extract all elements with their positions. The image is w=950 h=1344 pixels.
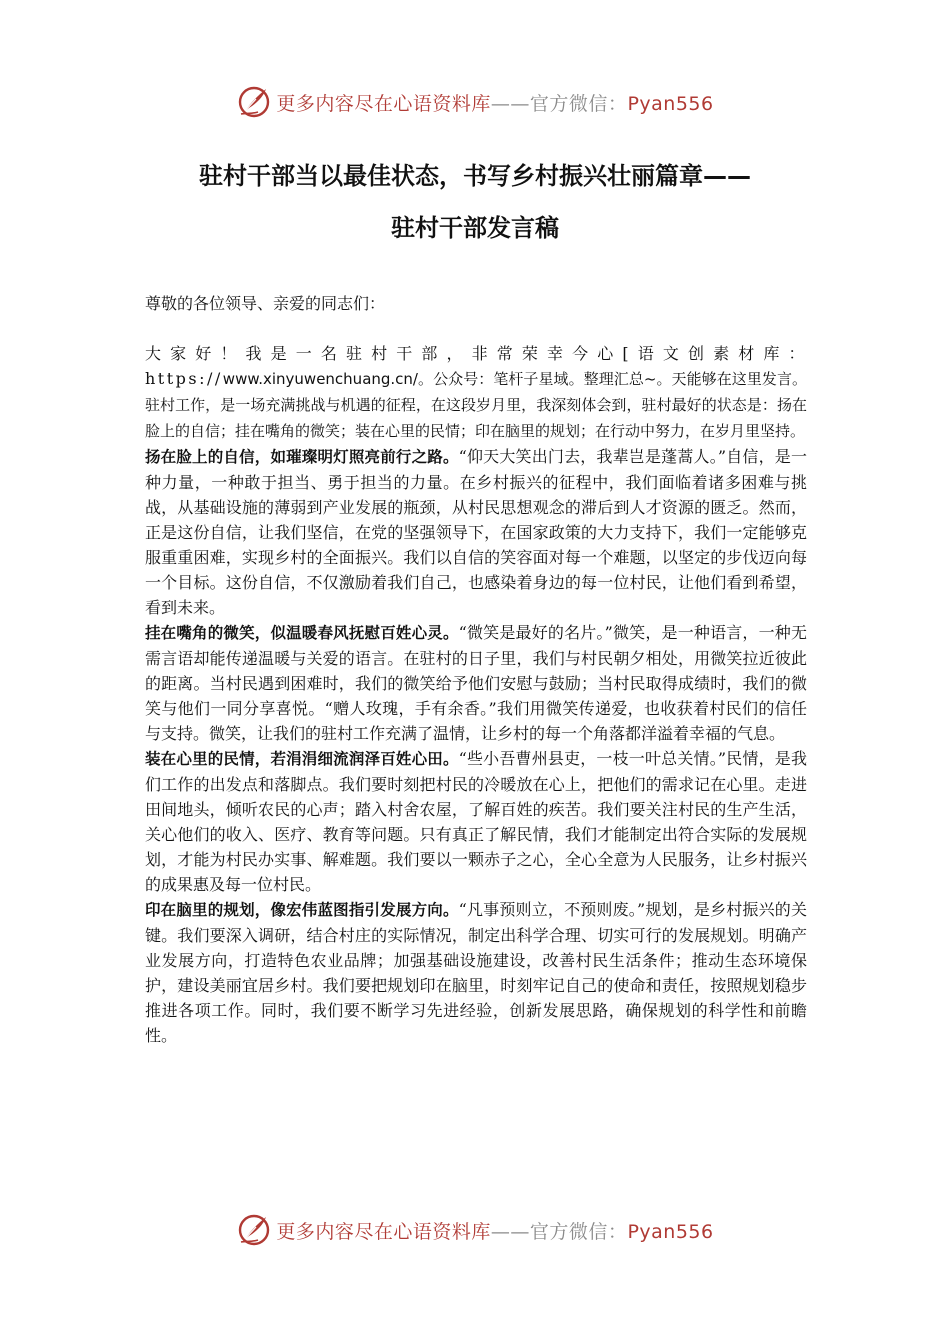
banner-wechat-label: 官方微信： (529, 1220, 628, 1243)
greeting: 尊敬的各位领导、亲爱的同志们： (145, 294, 386, 313)
banner-main-text: 更多内容尽在心语资料库 (276, 92, 491, 115)
title-line-1: 驻村干部当以最佳状态，书写乡村振兴壮丽篇章—— (199, 162, 751, 190)
footer-banner (0, 1208, 950, 1252)
quill-logo-icon (236, 1212, 272, 1248)
banner-text (276, 1217, 713, 1244)
section-paragraph (145, 746, 807, 897)
intro-part-1: 大家好！我是一名驻村干部，非常荣幸今心[语文创素材库：https:// (145, 344, 807, 388)
banner-text (276, 89, 713, 116)
section-lead: 装在心里的民情，若涓涓细流润泽百姓心田。 (145, 750, 459, 768)
banner-wechat-id: Pyan556 (627, 92, 714, 115)
banner-wechat-label: 官方微信： (529, 92, 628, 115)
banner-main-text: 更多内容尽在心语资料库 (276, 1220, 491, 1243)
section-body: “微笑是最好的名片。”微笑，是一种语言，一种无需言语却能传递温暖与关爱的语言。在驻村的日子里，我们与村民朝夕相处，用微笑拉近彼此的距离。当村民遇到困难时，我们的微笑给予他们安慰与鼓励；当村民取得成绩时，我们的微笑与他们一同分享喜悦。“赠人玫瑰，手有余香。”我们用微笑传递爱，也收获着村民们的信任与支持。微笑，让我们的驻村工作充满了温情，让乡村的每一个角落都洋溢着幸福的气息。 (145, 623, 807, 743)
intro-paragraph (145, 341, 807, 444)
quill-logo-icon (236, 84, 272, 120)
section-lead: 扬在脸上的自信，如璀璨明灯照亮前行之路。 (145, 448, 459, 466)
section-paragraph (145, 620, 807, 746)
title-line-2: 驻村干部发言稿 (391, 214, 559, 242)
banner-separator: —— (490, 1220, 530, 1243)
document-body (145, 291, 807, 1048)
section-paragraph (145, 897, 807, 1048)
banner-separator: —— (490, 92, 530, 115)
section-lead: 挂在嘴角的微笑，似温暖春风抚慰百姓心灵。 (145, 624, 459, 642)
document-title (60, 150, 890, 254)
intro-part-2: www.xinyuwenchuang.cn/。公众号：笔杆子星域。整理汇总~。天能够在这里发言。驻村工作，是一场充满挑战与机遇的征程，在这段岁月里，我深刻体会到，驻村最好的状态是：扬在脸上的自信；挂在嘴角的微笑；装在心里的民情；印在脑里的规划；在行动中努力，在岁月里坚持。 (145, 370, 807, 440)
section-body: “仰天大笑出门去，我辈岂是蓬蒿人。”自信，是一种力量，一种敢于担当、勇于担当的力量。在乡村振兴的征程中，我们面临着诸多困难与挑战，从基础设施的薄弱到产业发展的瓶颈，从村民思想观念的滞后到人才资源的匮乏。然而，正是这份自信，让我们坚信，在党的坚强领导下，在国家政策的大力支持下，我们一定能够克服重重困难，实现乡村的全面振兴。我们以自信的笑容面对每一个难题，以坚定的步伐迈向每一个目标。这份自信，不仅激励着我们自己，也感染着身边的每一位村民，让他们看到希望，看到未来。 (145, 447, 807, 617)
section-body: “凡事预则立，不预则废。”规划，是乡村振兴的关键。我们要深入调研，结合村庄的实际情况，制定出科学合理、切实可行的发展规划。明确产业发展方向，打造特色农业品牌；加强基础设施建设，改善村民生活条件；推动生态环境保护，建设美丽宜居乡村。我们要把规划印在脑里，时刻牢记自己的使命和责任，按照规划稳步推进各项工作。同时，我们要不断学习先进经验，创新发展思路，确保规划的科学性和前瞻性。 (145, 900, 807, 1045)
section-paragraph (145, 444, 807, 620)
banner-wechat-id: Pyan556 (627, 1220, 714, 1243)
section-lead: 印在脑里的规划，像宏伟蓝图指引发展方向。 (145, 901, 459, 919)
header-banner (0, 80, 950, 124)
section-body: “些小吾曹州县吏，一枝一叶总关情。”民情，是我们工作的出发点和落脚点。我们要时刻把村民的冷暖放在心上，把他们的需求记在心里。走进田间地头，倾听农民的心声；踏入村舍农屋，了解百姓的疾苦。我们要关注村民的生产生活，关心他们的收入、医疗、教育等问题。只有真正了解民情，我们才能制定出符合实际的发展规划，才能为村民办实事、解难题。我们要以一颗赤子之心，全心全意为人民服务，让乡村振兴的成果惠及每一位村民。 (145, 749, 807, 894)
